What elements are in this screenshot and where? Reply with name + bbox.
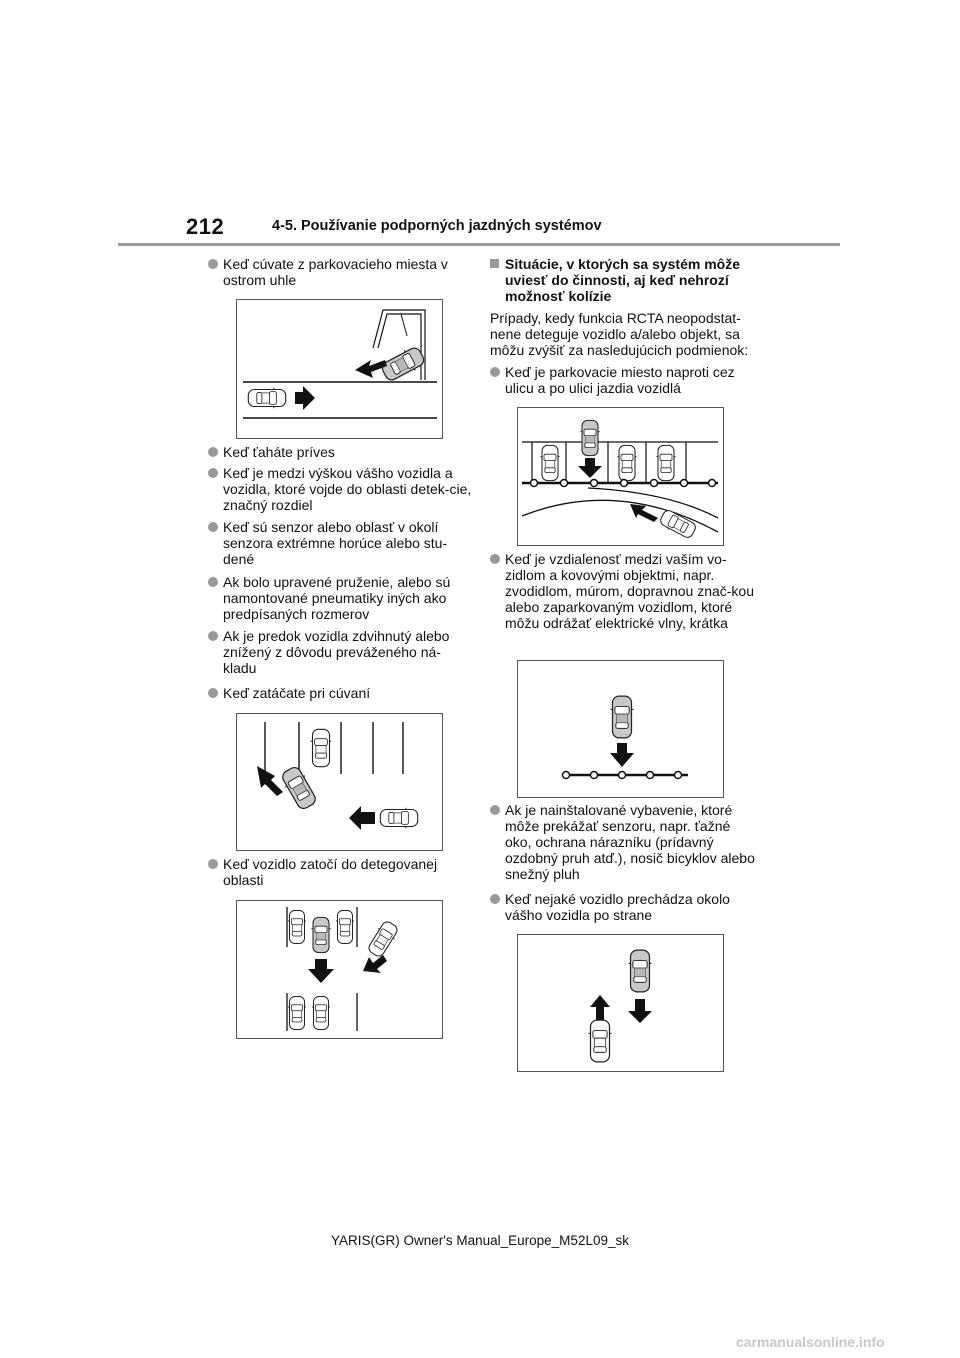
list-item: Keď cúvate z parkovacieho miesta v ostrom uhle [208,256,473,288]
illustration-angled-parking-exit [236,299,443,439]
bullet-icon [490,554,500,564]
bullet-icon [208,631,218,641]
car-icon [366,919,401,959]
car-icon [336,911,354,944]
bullet-icon [208,259,218,269]
bullet-icon [490,367,500,377]
list-item: Keď ťaháte príves [208,444,473,460]
car-icon [617,445,636,480]
intro-paragraph: Prípady, kedy funkcia RCTA neopodstat-nene deteguje vozidlo a/alebo objekt, sa môžu zvýšiť za nasledujúcich podmienok: [490,310,749,358]
list-item: Keď je vzdialenosť medzi vaším vo-zidlom a kovovými objektmi, napr. zvodidlom, múrom, dopravnou znač-kou alebo zaparkovaným vozidlom, ktoré môžu odrážať elektrické vlny, krátka [490,551,755,631]
car-icon [658,507,698,540]
bullet-icon [490,805,500,815]
bullet-icon [208,447,218,457]
list-item: Keď sú senzor alebo oblasť v okolí senzora extrémne horúce alebo stu-dené [208,519,468,567]
car-icon [540,445,559,480]
illustration-vehicle-turning-in [236,900,443,1039]
list-item: Ak bolo upravené pruženie, alebo sú namontované pneumatiky iných ako predpísaných rozmerov [208,574,473,622]
section-title: 4-5. Používanie podporných jazdných systémov [272,218,602,234]
footer-text: YARIS(GR) Owner's Manual_Europe_M52L09_sk [331,1233,629,1248]
car-icon [380,808,417,828]
page-number: 212 [186,214,225,239]
list-item: Keď je parkovacie miesto naproti cez ulicu a po ulici jazdia vozidlá [490,364,755,396]
car-icon [379,344,427,384]
list-item: Keď je medzi výškou vášho vozidla a vozidla, ktoré vojde do oblasti detek-cie, značný rozdiel [208,465,485,513]
car-icon [248,388,285,408]
bullet-icon [208,577,218,587]
bullet-icon [490,894,500,904]
car-icon [279,764,320,812]
car-icon [288,911,306,944]
list-item: Ak je predok vozidla zdvihnutý alebo znížený z dôvodu preváženého ná-kladu [208,628,473,676]
car-icon [629,950,652,992]
car-icon [311,729,331,766]
subsection-heading: Situácie, v ktorých sa systém môže uviesť do činnosti, aj keď nehrozí možnosť kolízie [490,256,755,304]
watermark: carmanualsonline.info [736,1334,885,1350]
car-icon [312,997,330,1030]
car-icon [611,696,634,738]
bullet-icon [208,688,218,698]
list-item: Keď vozidlo zatočí do detegovanej oblasti [208,856,473,888]
list-item: Keď zatáčate pri cúvaní [208,685,473,701]
car-icon [580,420,599,455]
list-item: Keď nejaké vozidlo prechádza okolo vášho vozidla po strane [490,891,755,923]
illustration-vehicle-passing-side [517,934,724,1072]
list-item: Ak je nainštalované vybavenie, ktoré môže prekážať senzoru, napr. ťažné oko, ochrana nárazníku (prídavný ozdobný pruh atď.), nosič bicyklov alebo snežný pluh [490,802,755,882]
car-icon [589,1020,612,1062]
bullet-icon [208,859,218,869]
illustration-parking-across-street [517,407,724,546]
car-icon [311,917,330,952]
illustration-turning-reverse [236,713,443,851]
bullet-icon [208,522,218,532]
bullet-icon [208,468,218,478]
illustration-metallic-objects [517,660,724,798]
car-icon [656,445,675,480]
header-rule [118,243,840,246]
car-icon [288,997,306,1030]
arrow-up-icon [590,995,610,1023]
square-bullet-icon [490,259,499,268]
